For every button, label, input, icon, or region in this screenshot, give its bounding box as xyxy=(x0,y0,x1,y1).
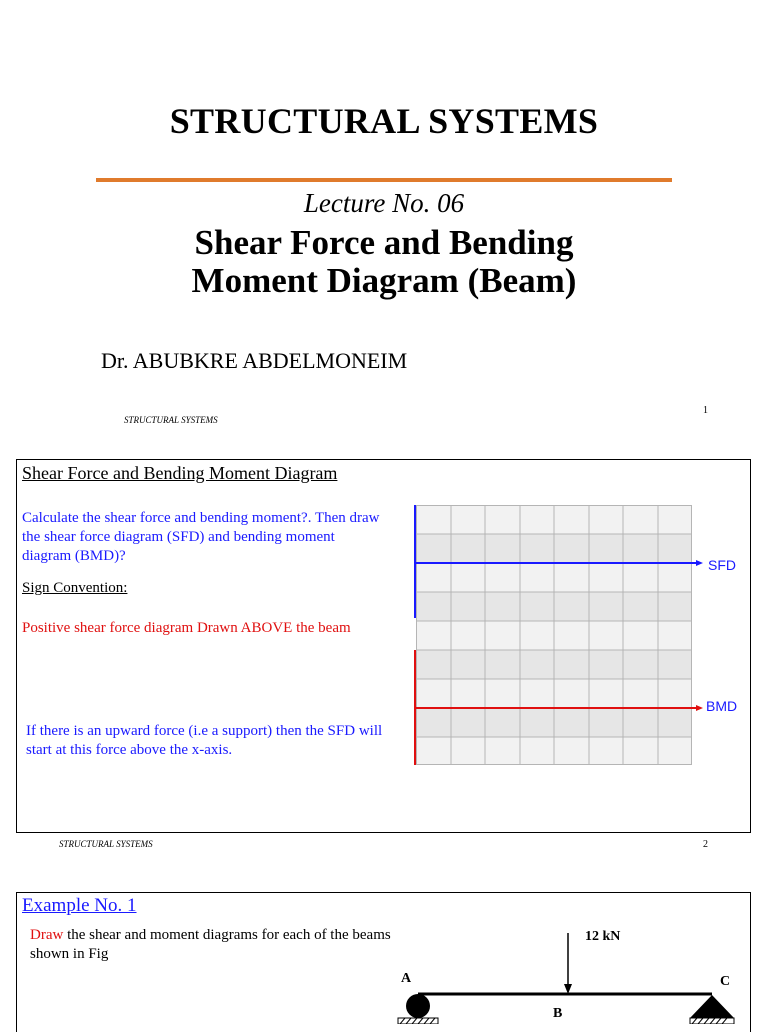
bmd-label: BMD xyxy=(706,698,738,714)
positive-shear-rule: Positive shear force diagram Drawn ABOVE the beam xyxy=(22,620,351,636)
author-name: Dr. ABUBKRE ABDELMONEIM xyxy=(101,348,408,373)
example-title: Example No. 1 xyxy=(22,895,137,916)
title-divider xyxy=(96,178,672,182)
slide1-page-number: 1 xyxy=(703,405,708,416)
draw-keyword: Draw xyxy=(30,927,64,943)
instruction-text: Calculate the shear force and bending moment?. Then draw the shear force diagram (SFD) and bending moment diagram (BMD)? xyxy=(22,510,380,564)
point-b-label: B xyxy=(553,1006,563,1021)
sfd-label: SFD xyxy=(708,557,736,573)
lecture-number: Lecture No. 06 xyxy=(303,188,465,218)
slide2-page-number: 2 xyxy=(703,839,708,850)
sign-convention-heading: Sign Convention: xyxy=(22,580,128,596)
point-c-label: C xyxy=(720,974,731,989)
pin-support-icon xyxy=(690,995,734,1018)
example-instruction xyxy=(30,926,430,964)
slide2-title: Shear Force and Bending Moment Diagram xyxy=(22,463,338,483)
roller-support-icon xyxy=(406,994,430,1018)
upward-force-rule: If there is an upward force (i.e a support) then the SFD will start at this force above the x-axis. xyxy=(26,723,383,758)
subtitle-line-2: Moment Diagram (Beam) xyxy=(191,261,577,300)
point-a-label: A xyxy=(401,971,412,986)
sfd-bmd-axes xyxy=(410,500,760,770)
load-label: 12 kN xyxy=(585,929,621,944)
sfd-arrow-icon xyxy=(696,560,703,566)
slide1-footer: STRUCTURAL SYSTEMS xyxy=(124,415,218,425)
subtitle-line-1: Shear Force and Bending xyxy=(194,223,574,262)
bmd-arrow-icon xyxy=(696,705,703,711)
slide2-footer: STRUCTURAL SYSTEMS xyxy=(59,839,153,849)
example-instruction-rest: the shear and moment diagrams for each of the beams shown in Fig xyxy=(30,927,391,962)
beam-figure xyxy=(390,925,750,1024)
slide1-title: STRUCTURAL SYSTEMS xyxy=(169,101,599,141)
